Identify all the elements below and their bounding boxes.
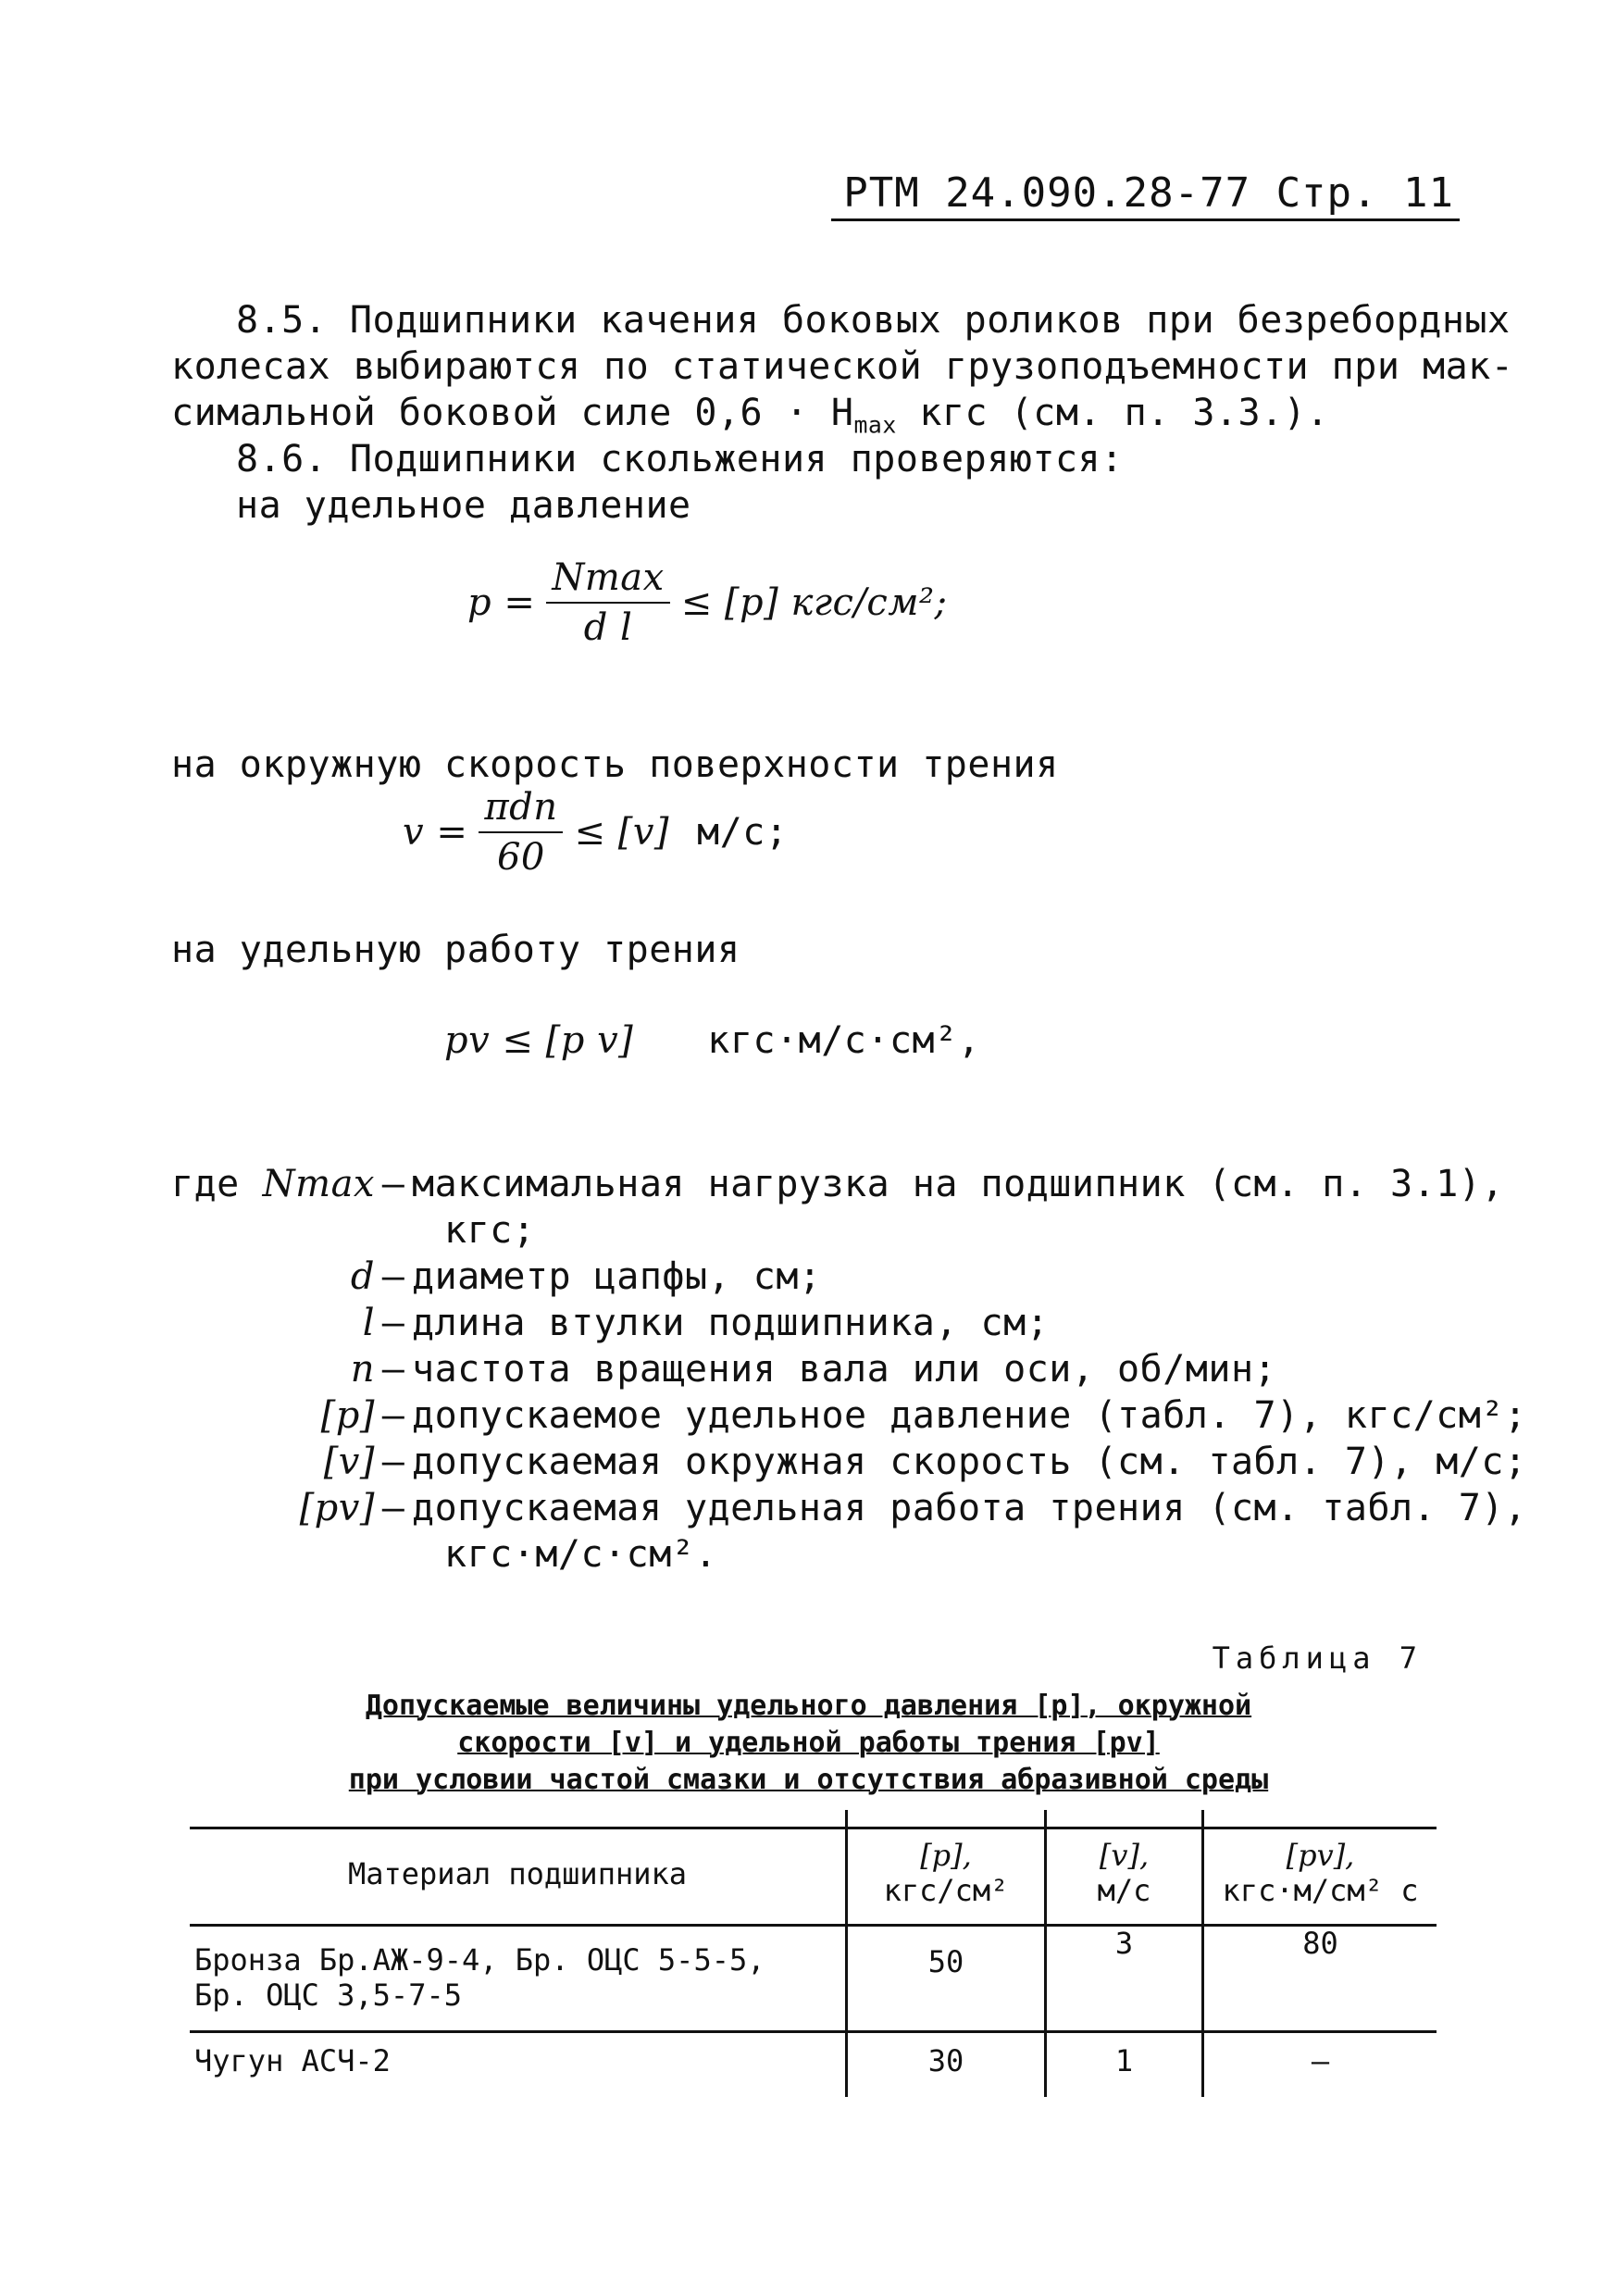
legend-item-nmax-cont: кгс; xyxy=(444,1209,536,1252)
formula-velocity-lhs: v = xyxy=(403,811,468,854)
page-header: РТМ 24.090.28-77 Стр. 11 xyxy=(843,169,1454,217)
table-cell-pv: 80 xyxy=(1302,1926,1338,1961)
table-cell-v: 3 xyxy=(1114,1926,1134,1961)
formula-work-expr: pv ≤ [p v] xyxy=(444,1019,634,1062)
paragraph-8-6-line-1: 8.6. Подшипники скольжения проверяются: xyxy=(236,438,1124,480)
formula-pressure-fraction xyxy=(546,555,669,650)
table-cell-material: Бронза Бр.АЖ-9-4, Бр. ОЦС 5-5-5, Бр. ОЦС 3,5-7-5 xyxy=(194,1942,765,2013)
formula-pressure-lhs: p = xyxy=(467,581,536,624)
formula-velocity-fraction xyxy=(479,785,563,880)
legend-item-v: [v] – допускаемая окружная скорость (см. табл. 7), м/с; xyxy=(323,1441,1527,1483)
legend-item-n: n – частота вращения вала или оси, об/мин; xyxy=(350,1348,1277,1391)
formula-pressure-rel: ≤ [p] кгс/см²; xyxy=(680,581,948,624)
table-header-v: [v], м/с xyxy=(1097,1838,1151,1908)
legend-item-pv: [pv] – допускаемая удельная работа трения (см. табл. 7), xyxy=(299,1487,1527,1529)
formula-pressure-denominator: d l xyxy=(583,606,633,649)
table-caption-line-2: скорости [v] и удельной работы трения [pv] xyxy=(457,1727,1160,1759)
formula-velocity-unit: м/с; xyxy=(697,811,789,854)
table-header-material: Материал подшипника xyxy=(347,1856,688,1891)
paragraph-8-5-line-1: 8.5. Подшипники качения боковых роликов при безребордных xyxy=(236,299,1511,342)
legend-item-l: l – длина втулки подшипника, см; xyxy=(362,1302,1050,1344)
table-caption-line-1: Допускаемые величины удельного давления [p], окружной xyxy=(365,1690,1252,1722)
table-cell-p: 30 xyxy=(927,2043,964,2078)
legend-item-p: [p] – допускаемое удельное давление (табл. 7), кгс/см²; xyxy=(320,1394,1527,1437)
table-caption-line-3: при условии частой смазки и отсутствия абразивной среды xyxy=(348,1764,1269,1796)
table-label: Таблица 7 xyxy=(1212,1641,1423,1676)
header-rule xyxy=(831,218,1460,221)
legend-where: где xyxy=(171,1163,240,1205)
legend-item-pv-cont: кгс·м/с·см². xyxy=(444,1533,717,1576)
paragraph-8-6-line-2: на удельное давление xyxy=(236,484,691,527)
paragraph-8-5-line-2: колесах выбираются по статической грузоподъемности при мак- xyxy=(171,345,1514,388)
subscript-max: max xyxy=(853,411,897,439)
legend-item-nmax: Nmax – максимальная нагрузка на подшипник (см. п. 3.1), xyxy=(262,1163,1504,1205)
formula-pressure-numerator: Nmax xyxy=(546,555,669,604)
formula-work xyxy=(444,1018,980,1063)
formula-velocity-denominator: 60 xyxy=(496,836,545,879)
table-cell-material: Чугун АСЧ-2 xyxy=(194,2043,391,2078)
work-intro: на удельную работу трения xyxy=(171,929,740,971)
table-top-rule xyxy=(190,1827,1437,1829)
table-row-rule xyxy=(190,2030,1437,2033)
table-cell-v: 1 xyxy=(1114,2043,1134,2078)
paragraph-8-5-line-3: симальной боковой силе $0,6 \cdot H_{max}$ кгс (см. п. 3.3.). xyxy=(171,392,1329,439)
formula-velocity-rel: ≤ [v] xyxy=(574,811,670,854)
formula-velocity-numerator: πdn xyxy=(479,785,563,833)
legend-item-d: d – диаметр цапфы, см; xyxy=(350,1255,822,1298)
velocity-intro: на окружную скорость поверхности трения xyxy=(171,743,1059,786)
table-cell-pv: – xyxy=(1311,2043,1330,2078)
formula-velocity xyxy=(403,785,788,880)
formula-work-unit: кгс·м/с·см², xyxy=(707,1019,981,1062)
table-header-pv: [pv], кгс·м/см² с xyxy=(1222,1838,1419,1908)
table-cell-p: 50 xyxy=(927,1944,964,1979)
table-header-p: [p], кгс/см² xyxy=(883,1838,1009,1908)
formula-pressure xyxy=(467,555,948,650)
